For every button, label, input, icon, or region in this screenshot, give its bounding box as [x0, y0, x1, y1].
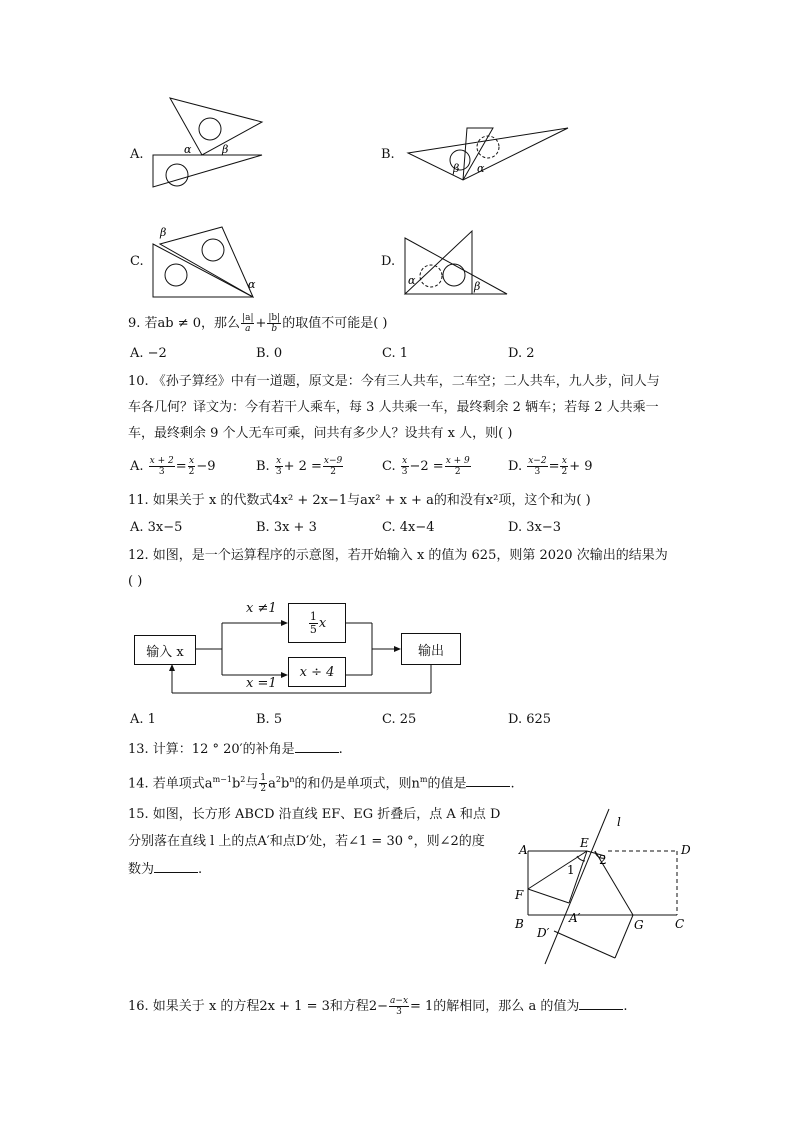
point-a-prime-label: A′ [569, 911, 581, 925]
question-10-line1: 10. 《孙子算经》中有一道题，原文是：今有三人共车，二车空；二人共车，九人步，问人与 [128, 374, 660, 389]
q8-figure-a [150, 95, 270, 190]
q10-option-b: B. $\frac{x}{3}$ + 2 = $\frac{x-9}{2}$ [256, 456, 343, 477]
answer-blank[interactable] [579, 997, 623, 1010]
flow-input-box: 输入 x [134, 635, 196, 665]
flow-cond-bottom: x =1 [246, 676, 277, 691]
question-15-line2: 分别落在直线 l 上的点A′和点D′处，若∠1 = 30 °，则∠2的度 [128, 834, 485, 849]
point-c-label: C [675, 917, 685, 931]
q9-option-a: A. −2 [130, 346, 167, 361]
answer-blank[interactable] [154, 860, 198, 873]
q11-option-c: C. 4x−4 [382, 520, 435, 535]
q8-option-a-label: A. [130, 147, 144, 162]
q8-figure-d [402, 228, 512, 298]
point-d-prime-label: D′ [537, 926, 550, 940]
q12-option-c: C. 25 [382, 712, 417, 727]
q8-figure-b [405, 125, 570, 185]
question-14: 14. 若单项式$a^{m-1}b^2$与 $\frac{1}{2}$ $a^2b^n$的和仍是单项式，则$n^m$的值是 . [128, 773, 515, 795]
point-f-label: F [515, 888, 524, 902]
alpha-label: α [408, 274, 416, 287]
beta-label: β [474, 280, 481, 293]
q12-option-d: D. 625 [508, 712, 552, 727]
flow-op-top-box: $\frac{1}{5}$ x [288, 603, 346, 643]
answer-blank[interactable] [466, 774, 510, 787]
question-11: 11. 如果关于 x 的代数式4x² + 2x−1与ax² + x + a的和没有x²项，这个和为( ) [128, 493, 591, 508]
point-e-label: E [580, 836, 589, 850]
q8-figure-c [150, 222, 265, 300]
point-g-label: G [634, 918, 644, 932]
q9-option-b: B. 0 [256, 346, 283, 361]
q8-option-d-label: D. [381, 254, 396, 269]
beta-label: β [160, 226, 167, 239]
q8-option-b-label: B. [381, 147, 395, 162]
question-9: 9. 若ab ≠ 0，那么 $\frac{|a|}{a}$ + $\frac{|b|}{b}$ 的取值不可能是( ) [128, 313, 388, 334]
q9-option-d: D. 2 [508, 346, 535, 361]
q8-option-c-label: C. [130, 254, 144, 269]
q11-option-d: D. 3x−3 [508, 520, 561, 535]
question-10-line2: 车各几何？译文为：今有若干人乘车，每 3 人共乘一车，最终剩余 2 辆车；若每 2 人共乘一 [128, 400, 659, 415]
answer-blank[interactable] [295, 740, 339, 753]
alpha-label: α [477, 162, 485, 175]
q11-option-a: A. 3x−5 [130, 520, 183, 535]
question-13: 13. 计算：12 ° 20′的补角是 . [128, 742, 343, 757]
alpha-label: α [184, 143, 192, 156]
question-16: 16. 如果关于 x 的方程2x + 1 = 3和方程2− $\frac{a-x}{3}$ = 1的解相同，那么 a 的值为 . [128, 996, 628, 1017]
q9-option-c: C. 1 [382, 346, 409, 361]
q10-option-c: C. $\frac{x}{3}$ −2 = $\frac{x + 9}{2}$ [382, 456, 470, 477]
question-15-line1: 15. 如图，长方形 ABCD 沿直线 EF、EG 折叠后，点 A 和点 D [128, 807, 501, 822]
q10-option-a: A. $\frac{x + 2}{3}$ = $\frac{x}{2}$ −9 [130, 456, 216, 477]
angle-2-label: 2 [599, 853, 607, 867]
point-b-label: B [515, 917, 524, 931]
angle-1-label: 1 [567, 863, 575, 877]
q12-option-b: B. 5 [256, 712, 283, 727]
flow-output-box: 输出 [401, 633, 461, 665]
question-10-line3: 车，最终剩余 9 个人无车可乘，问共有多少人？设共有 x 人，则( ) [128, 426, 513, 441]
line-l-label: l [617, 815, 621, 829]
question-15-line3: 数为 . [128, 862, 203, 877]
alpha-label: α [248, 278, 256, 291]
q15-folding-figure [505, 806, 705, 971]
q12-option-a: A. 1 [130, 712, 156, 727]
q11-option-b: B. 3x + 3 [256, 520, 317, 535]
question-12-line1: 12. 如图，是一个运算程序的示意图，若开始输入 x 的值为 625，则第 2020 次输出的结果为 [128, 548, 668, 563]
q10-option-d: D. $\frac{x-2}{3}$ = $\frac{x}{2}$ + 9 [508, 456, 593, 477]
question-12-line2: ( ) [128, 574, 143, 589]
flow-cond-top: x ≠1 [246, 601, 277, 616]
point-a-label: A [519, 843, 528, 857]
point-d-label: D [681, 843, 691, 857]
beta-label: β [222, 143, 229, 156]
beta-label: β [453, 162, 460, 175]
flow-op-bottom-box: x ÷ 4 [288, 657, 346, 687]
